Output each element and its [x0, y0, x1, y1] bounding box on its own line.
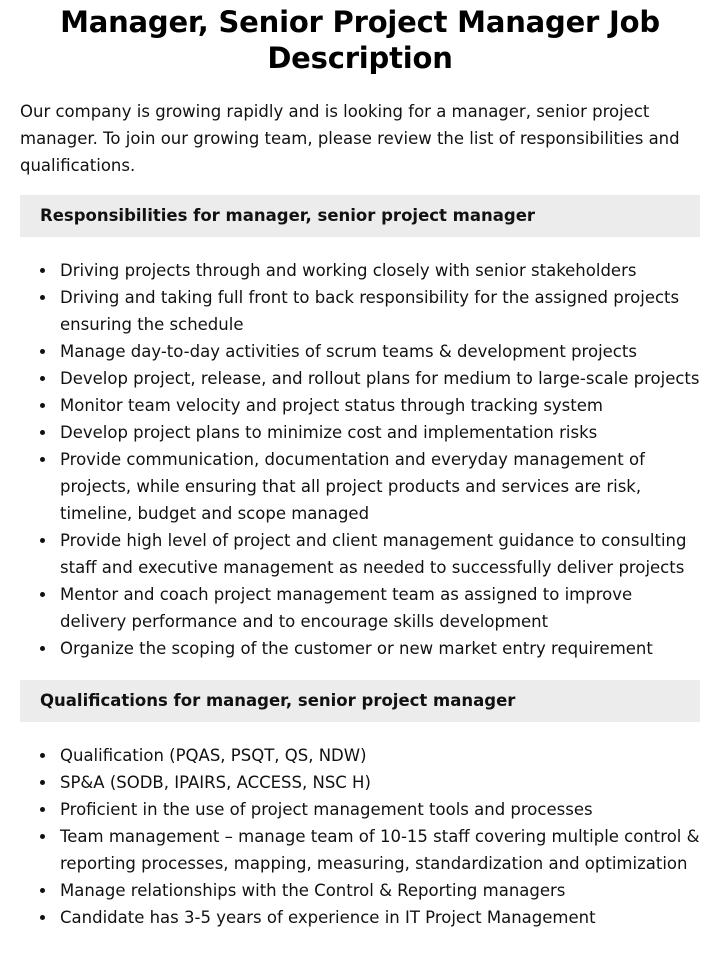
list-item: Provide communication, documentation and everyday management of projects, while ensuring that all project products and services are risk, timeline, budget and scope managed — [20, 446, 700, 527]
list-item: Provide high level of project and client management guidance to consulting staff and executive management as needed to successfully deliver projects — [20, 527, 700, 581]
list-item: Develop project, release, and rollout plans for medium to large-scale projects — [20, 365, 700, 392]
job-description-page — [0, 4, 720, 931]
list-item: Qualification (PQAS, PSQT, QS, NDW) — [20, 742, 700, 769]
list-item: SP&A (SODB, IPAIRS, ACCESS, NSC H) — [20, 769, 700, 796]
qualifications-heading: Qualifications for manager, senior project manager — [20, 680, 700, 722]
intro-paragraph: Our company is growing rapidly and is looking for a manager, senior project manager. To join our growing team, please review the list of responsibilities and qualifications. — [20, 102, 680, 175]
list-item: Manage relationships with the Control & Reporting managers — [20, 877, 700, 904]
list-item: Monitor team velocity and project status through tracking system — [20, 392, 700, 419]
page-title: Manager, Senior Project Manager Job Description — [60, 5, 660, 75]
list-item: Proficient in the use of project management tools and processes — [20, 796, 700, 823]
list-item: Manage day-to-day activities of scrum teams & development projects — [20, 338, 700, 365]
list-item: Candidate has 3-5 years of experience in IT Project Management — [20, 904, 700, 931]
list-item: Driving projects through and working closely with senior stakeholders — [20, 257, 700, 284]
list-item: Mentor and coach project management team as assigned to improve delivery performance and to encourage skills development — [20, 581, 700, 635]
list-item: Team management – manage team of 10-15 staff covering multiple control & reporting processes, mapping, measuring, standardization and optimization — [20, 823, 700, 877]
list-item: Driving and taking full front to back responsibility for the assigned projects ensuring the schedule — [20, 284, 700, 338]
qualifications-list — [20, 742, 700, 931]
list-item: Develop project plans to minimize cost and implementation risks — [20, 419, 700, 446]
list-item: Organize the scoping of the customer or new market entry requirement — [20, 635, 700, 662]
responsibilities-heading: Responsibilities for manager, senior project manager — [20, 195, 700, 237]
responsibilities-list — [20, 257, 700, 662]
